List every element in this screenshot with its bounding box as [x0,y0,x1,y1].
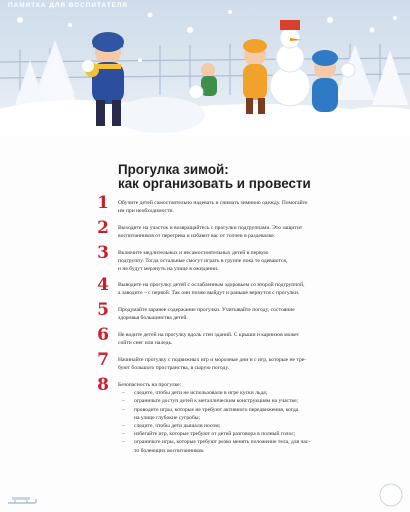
item-line: и не будут мерзнуть на улице в ожидании. [118,266,219,273]
item-text [118,331,378,347]
item-line: здоровья большинства детей. [118,315,188,322]
item-text [118,381,378,455]
item-number: 6 [97,325,109,345]
item-line: воспитанников от перегрева и избавит вас от толчеи в раздевалке. [118,233,276,240]
section-tag: ПАМЯТКА ДЛЯ ВОСПИТАТЕЛЯ [8,2,128,9]
item-line: подгруппу. Тогда остальные смогут играть в группе пока те одеваются, [118,258,288,265]
item-text [118,306,378,322]
item-text [118,249,378,274]
item-number: 2 [97,218,109,238]
item-number: 1 [97,193,109,213]
sub-item: – ограничьте игры, которые требуют резко менять положение тела, для час- [118,438,378,446]
item-text [118,224,378,240]
item-line: Начинайте прогулку с подвижных игр и морозные дни и с игр, которые не тре- [118,357,307,363]
item-line: Выводите на прогулку детей с ослабленным здоровьем со второй подгруппой, [118,282,305,288]
item-line: Выходите на участок и возвращайтесь с прогулки подгруппами. Это защитит [118,225,303,231]
item-line: Продумайте заранее содержание прогулки. Учитывайте погоду, состояние [118,307,295,313]
item-line: Безопасность на прогулке: [118,382,182,388]
item-number: 7 [97,350,109,370]
sub-item: – избегайте игр, которые требуют от детей разговора в полный голос; [118,430,378,438]
sub-item-continuation: на улице глубокие сугробы; [134,414,201,421]
sled-icon [6,493,38,507]
title-line-2: как организовать и провести [118,176,311,191]
item-number: 3 [97,243,109,263]
item-line: Не водите детей на прогулку вдоль стен зданий. С крыши и карнизов может [118,332,300,338]
sub-item: – ограничьте доступ детей к металлическим конструкциям на участке; [118,397,378,405]
item-text [118,281,378,297]
item-line: Обучите детей самостоятельно надевать и снимать зимнюю одежду. Помогайте [118,200,308,206]
item-text [118,199,378,215]
title-line-1: Прогулка зимой: [118,162,229,177]
winter-scene-art [0,0,410,135]
snowball-icon [378,482,404,508]
item-number: 8 [97,375,109,395]
sub-item-continuation: то болеющих воспитанников. [134,447,205,454]
winter-illustration [0,0,410,135]
page-title [118,163,378,191]
item-line: буют большого пространства, в сырую погоду. [118,365,229,372]
item-line: а заводите – с первой. Так они позже выйдут и раньше вернутся с прогулки. [118,290,300,297]
item-text [118,356,378,372]
item-number: 5 [97,300,109,320]
item-line: Включите медлительных и несамостоятельных детей в первую [118,250,269,256]
item-line: сойти снег или наледь. [118,340,173,347]
item-number: 4 [97,275,109,295]
item-line: им при необходимости. [118,208,174,215]
sub-item: – следите, чтобы дети не использовали в игре куски льда; [118,389,378,397]
sub-item: – следите, чтобы дети дышали носом; [118,422,378,430]
sub-item: – проводите игры, которые не требуют активного передвижения, когда [118,406,378,414]
